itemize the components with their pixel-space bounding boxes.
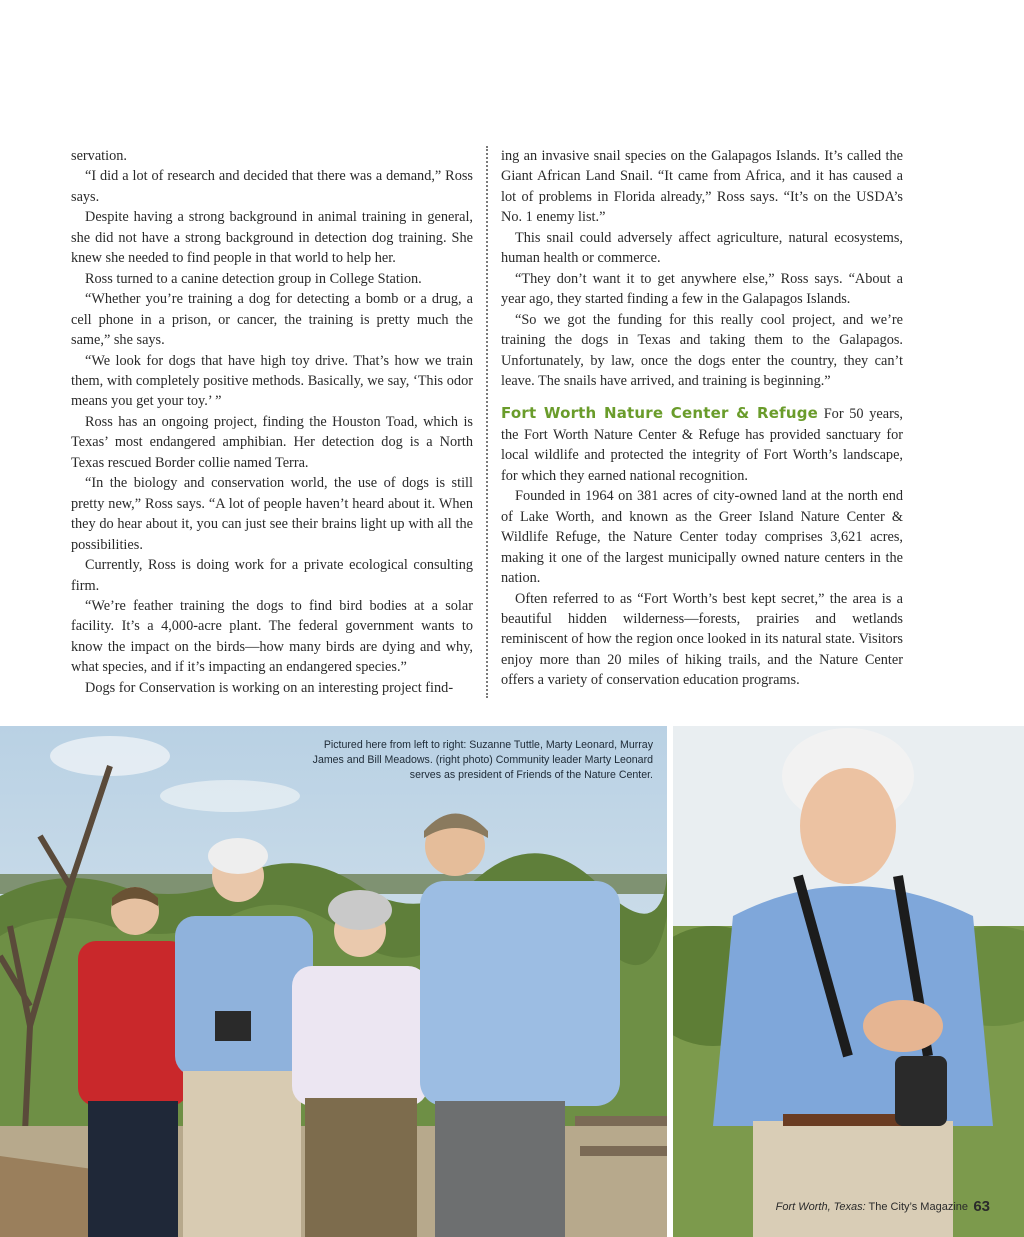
column-divider (486, 146, 488, 698)
paragraph: Often referred to as “Fort Worth’s best kept secret,” the area is a beautiful hidden wilderness—forests, prairies and wetlands reminiscent of how the region once looked in its natural state. Visitors enjoy more than 20 miles of hiking trails, and the Nature Center offers a variety of conservation education programs. (501, 590, 903, 689)
paragraph: “So we got the funding for this really cool project, and we’re training the dogs in Texas and taking them to the Galapagos. Unfortunately, by law, once the dogs enter the country, they can’t leave. The snails have arrived, and training is beginning.” (501, 311, 903, 389)
page-number: 63 (973, 1198, 990, 1215)
section-intro-paragraph (501, 403, 903, 486)
paragraph: “We’re feather training the dogs to find bird bodies at a solar facility. It’s a 4,000-acre plant. The federal government wants to know the impact on the birds—how many birds are dying and why, what species, and if it’s impacting an endangered species.” (71, 597, 473, 676)
paragraph: Founded in 1964 on 381 acres of city-owned land at the north end of Lake Worth, and known as the Greer Island Nature Center & Wildlife Refuge, the Nature Center today comprises 3,621 acres, making it one of the largest municipally owned nature centers in the nation. (501, 488, 903, 587)
paragraph: “I did a lot of research and decided that there was a demand,” Ross says. (71, 168, 473, 205)
publication-city: Fort Worth, Texas: (775, 1201, 866, 1213)
paragraph: Ross turned to a canine detection group in College Station. (85, 270, 422, 287)
portrait-photo-image (673, 726, 1024, 1237)
paragraph: Despite having a strong background in animal training in general, she did not have a strong background in detection dog training. She knew she needed to find people in that world to help her. (71, 209, 473, 267)
paragraph: Dogs for Conservation is working on an interesting project find- (85, 679, 454, 696)
paragraph: “Whether you’re training a dog for detecting a bomb or a drug, a cell phone in a prison, or cancer, the training is pretty much the same,” she says. (71, 291, 473, 349)
article-column-right (501, 146, 903, 691)
paragraph: This snail could adversely affect agriculture, natural ecosystems, human health or commerce. (501, 229, 903, 267)
section-subhead: Fort Worth Nature Center & Refuge (501, 404, 819, 423)
paragraph: “We look for dogs that have high toy drive. That’s how we train them, with completely positive methods. Basically, we say, ‘This odor means you get your toy.’ ” (71, 352, 473, 410)
section-gap (501, 391, 903, 403)
article-column-left (71, 146, 473, 698)
section-intro-text: For 50 years, the Fort Worth Nature Center & Refuge has provided sanctuary for local wildlife and protected the integrity of Fort Worth’s landscape, for which they earned national recognition. (501, 406, 904, 484)
group-photo-image (0, 726, 667, 1237)
paragraph: “In the biology and conservation world, the use of dogs is still pretty new,” Ross says. “A lot of people haven’t heard about it. When they do hear about it, you can just see their brains light up with all the possibilities. (71, 475, 473, 553)
publication-name: The City’s Magazine (865, 1201, 968, 1213)
portrait-photo (673, 726, 1024, 1237)
paragraph: servation. (71, 148, 127, 164)
paragraph: Ross has an ongoing project, finding the Houston Toad, which is Texas’ most endangered amphibian. Her detection dog is a North Texas rescued Border collie named Terra. (71, 413, 473, 471)
paragraph: ing an invasive snail species on the Galapagos Islands. It’s called the Giant African Land Snail. “It came from Africa, and it has caused a lot of problems in Florida already,” Ross says. “It’s on the USDA’s No. 1 enemy list.” (501, 148, 903, 226)
group-photo (0, 726, 667, 1237)
paragraph: Currently, Ross is doing work for a private ecological consulting firm. (71, 557, 473, 594)
paragraph: “They don’t want it to get anywhere else,” Ross says. “About a year ago, they started finding a few in the Galapagos Islands. (501, 270, 903, 308)
magazine-footer (776, 1201, 968, 1213)
photo-caption: Pictured here from left to right: Suzanne Tuttle, Marty Leonard, Murray James and Bill Meadows. (right photo) Community leader Marty Leonard serves as president of Friends of the Nature Center. (312, 739, 653, 781)
